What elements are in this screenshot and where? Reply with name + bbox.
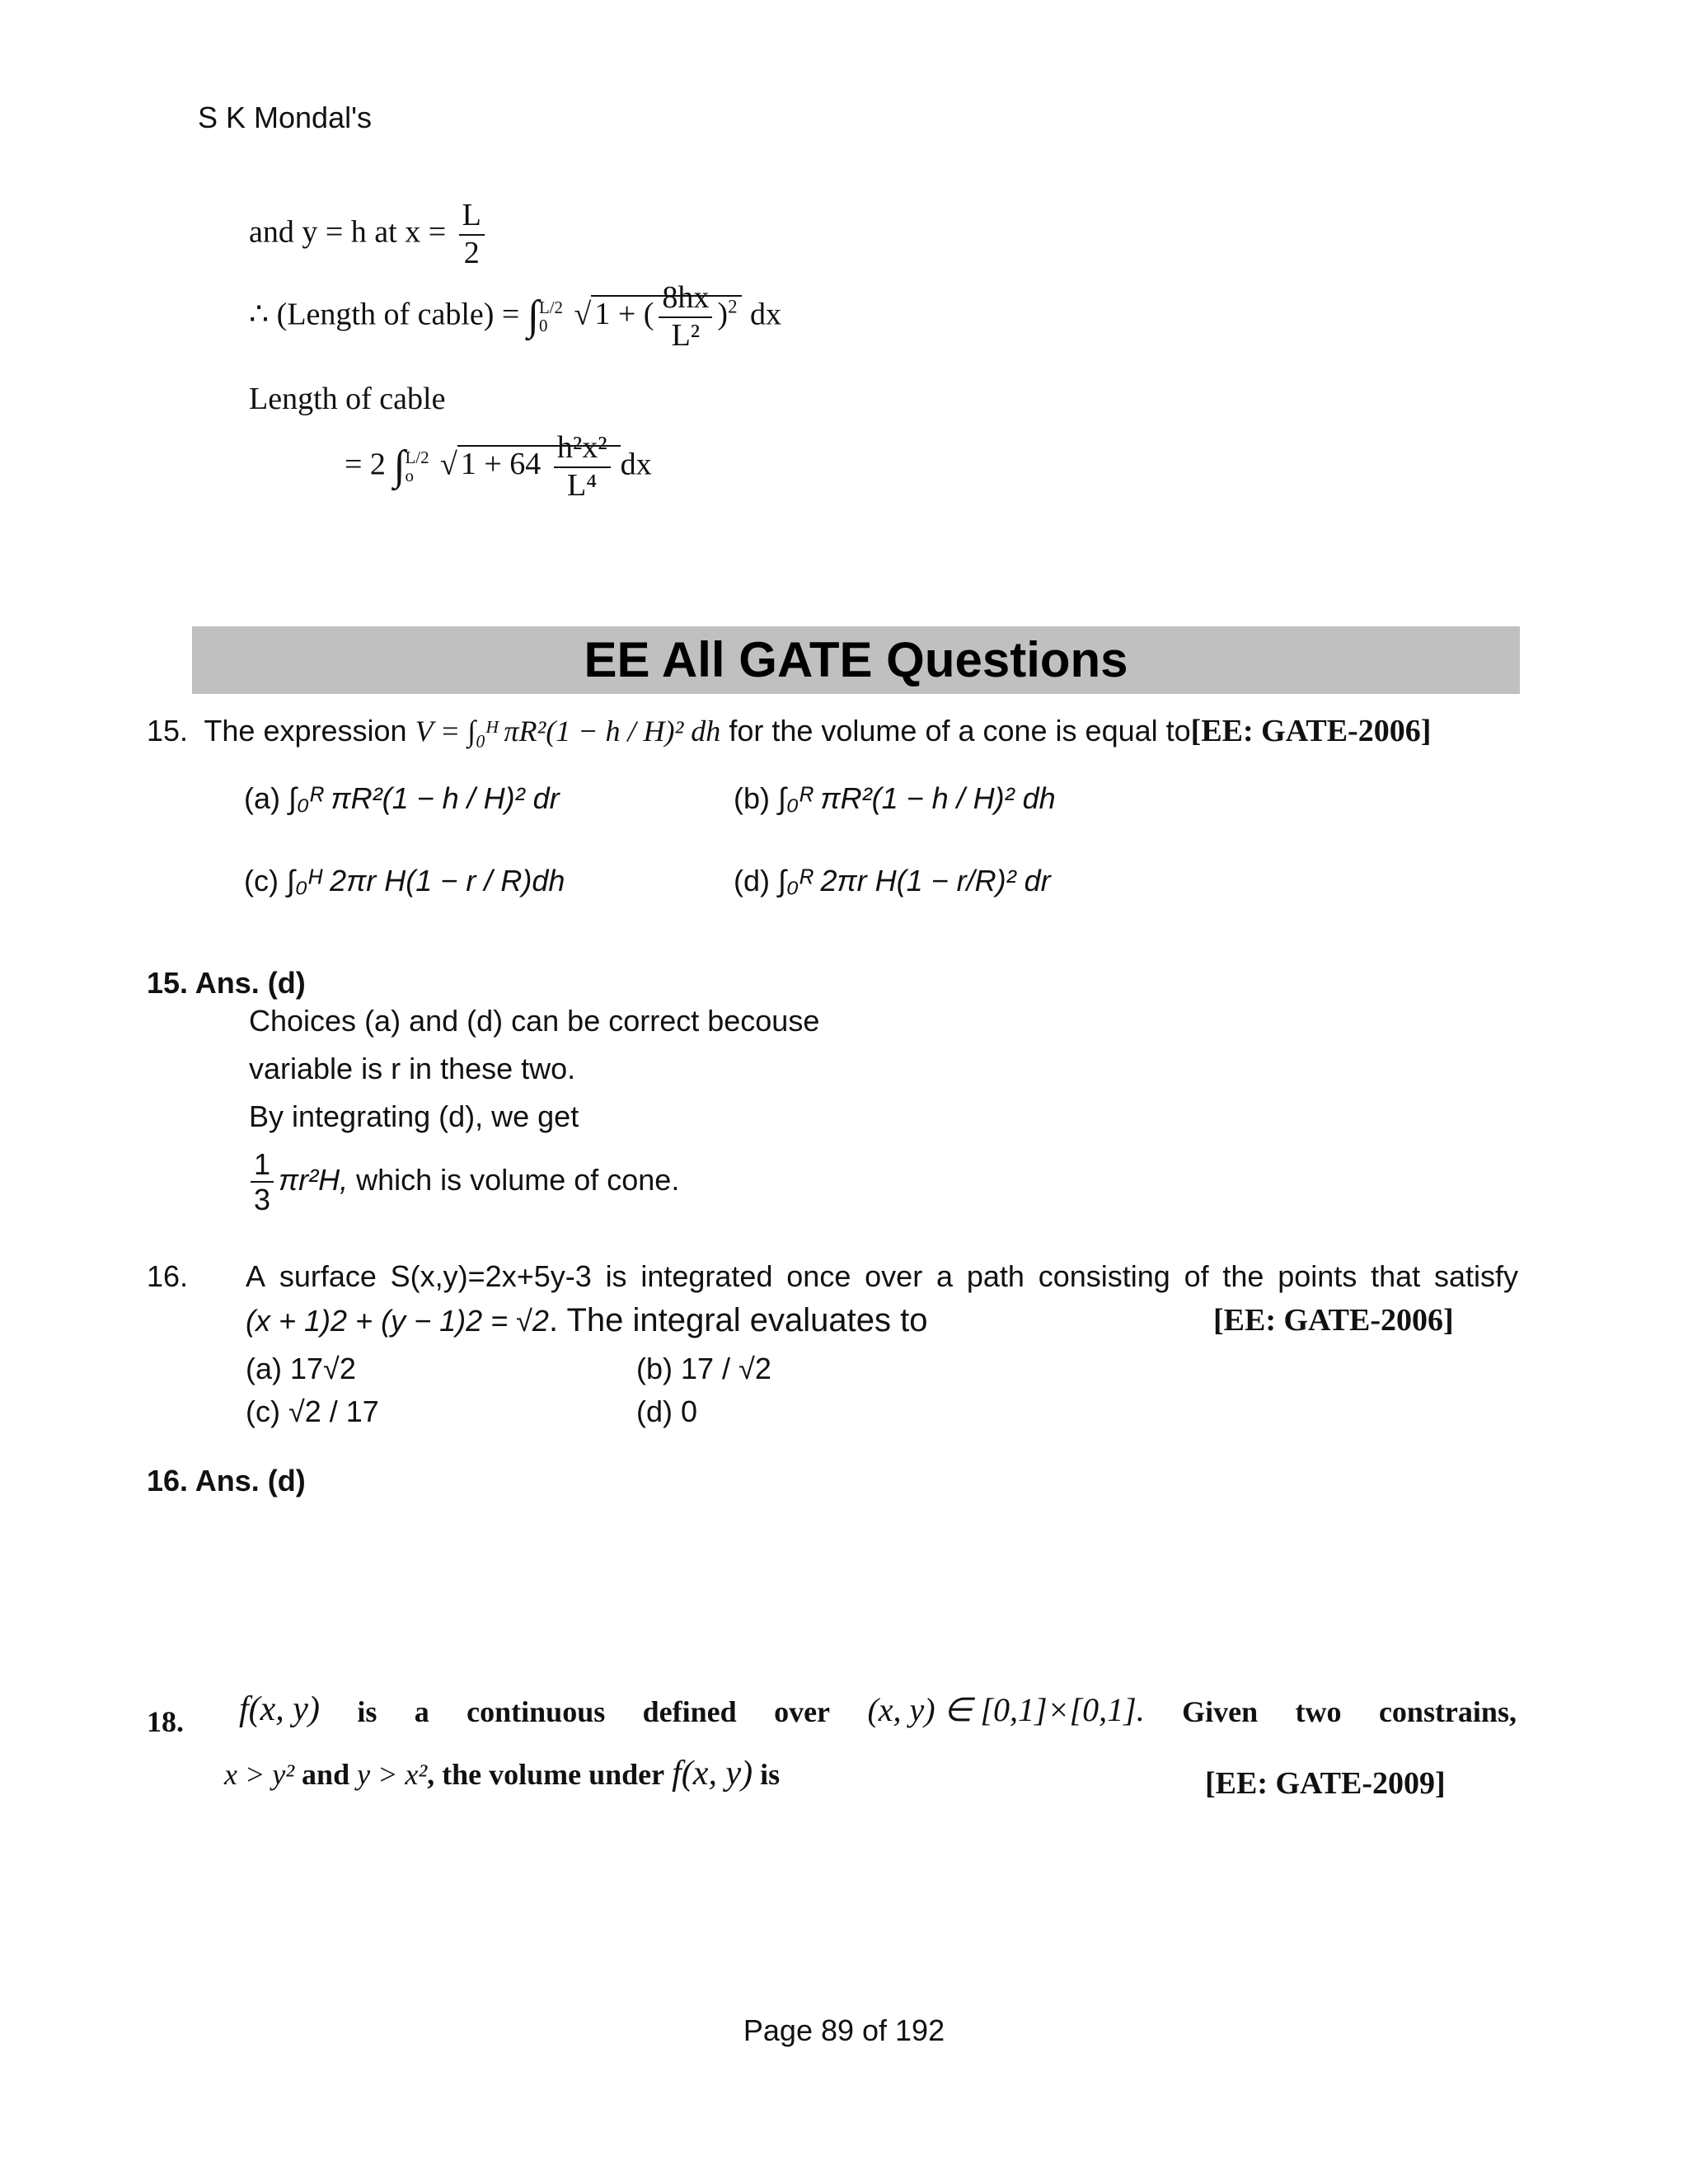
question-16-tag: [EE: GATE-2006] — [1213, 1303, 1454, 1338]
derivation-line-4: = 2 ∫L/2 o √ 1 + 64 $\frac{\text{h²x²}}{\text{L⁴}}$ dx — [345, 430, 652, 503]
question-15-solution-line-1: Choices (a) and (d) can be correct becouse — [249, 1004, 820, 1038]
section-title: EE All GATE Questions — [584, 632, 1128, 687]
question-16-number: 16. — [147, 1259, 189, 1293]
question-15-solution-line-2: variable is r in these two. — [249, 1052, 576, 1085]
question-18-line-1: f(x, y) is a continuous defined over (x, y) ∈ [0,1]×[0,1]. Given two constrains, — [239, 1690, 1517, 1728]
question-15-tag: [EE: GATE-2006] — [1190, 714, 1432, 748]
section-banner — [192, 626, 1520, 694]
question-18-line-2: x > y² and y > x², the volume under f(x, y) is — [224, 1755, 781, 1793]
question-18-tag: [EE: GATE-2009] — [1205, 1766, 1446, 1801]
derivation-line-2: ∴ (Length of cable) = ∫L/2 0 √ 1 + ( $\frac{8hx}{\text{L²}}$ )$^2$ dx — [249, 280, 781, 353]
page-header: S K Mondal's — [198, 101, 372, 134]
question-16-option-a: (a) 17√2 — [246, 1352, 356, 1385]
page-footer: Page 89 of 192 — [743, 2013, 945, 2047]
question-15-option-a: (a) ∫₀ᴿ πR²(1 − h / H)² dr — [244, 781, 560, 815]
question-16-option-d: (d) 0 — [636, 1394, 698, 1428]
derivation-line-3: Length of cable — [249, 382, 446, 416]
question-15-option-d: (d) ∫₀ᴿ 2πr H(1 − r/R)² dr — [734, 864, 1051, 898]
question-15-solution-line-3: By integrating (d), we get — [249, 1099, 579, 1133]
question-15-solution-line-4: $\frac{1}{3}$ πr²H, which is volume of cone. — [246, 1147, 679, 1217]
question-16-option-b: (b) 17 / √2 — [636, 1352, 771, 1385]
question-15-answer: 15. Ans. (d) — [147, 966, 306, 1000]
question-16-option-c: (c) √2 / 17 — [246, 1394, 379, 1428]
question-16-answer: 16. Ans. (d) — [147, 1464, 306, 1497]
question-16-stem-line-1: A surface S(x,y)=2x+5y-3 is integrated once over a path consisting of the points that satisfy — [246, 1259, 1518, 1293]
question-15-option-c: (c) ∫₀ᴴ 2πr H(1 − r / R)dh — [244, 864, 565, 898]
question-16-stem-line-2: (x + 1)2 + (y − 1)2 = √2. The integral evaluates to — [246, 1302, 928, 1338]
question-15-option-b: (b) ∫₀ᴿ πR²(1 − h / H)² dh — [734, 781, 1056, 815]
derivation-line-1: and y = h at x = $\frac{L}{2}$ — [249, 198, 490, 271]
question-15-stem: 15. The expression V = ∫₀ᴴ πR²(1 − h / H)² dh for the volume of a cone is equal to[EE: GATE-2006] — [147, 714, 1432, 748]
question-18-number: 18. — [147, 1705, 184, 1738]
